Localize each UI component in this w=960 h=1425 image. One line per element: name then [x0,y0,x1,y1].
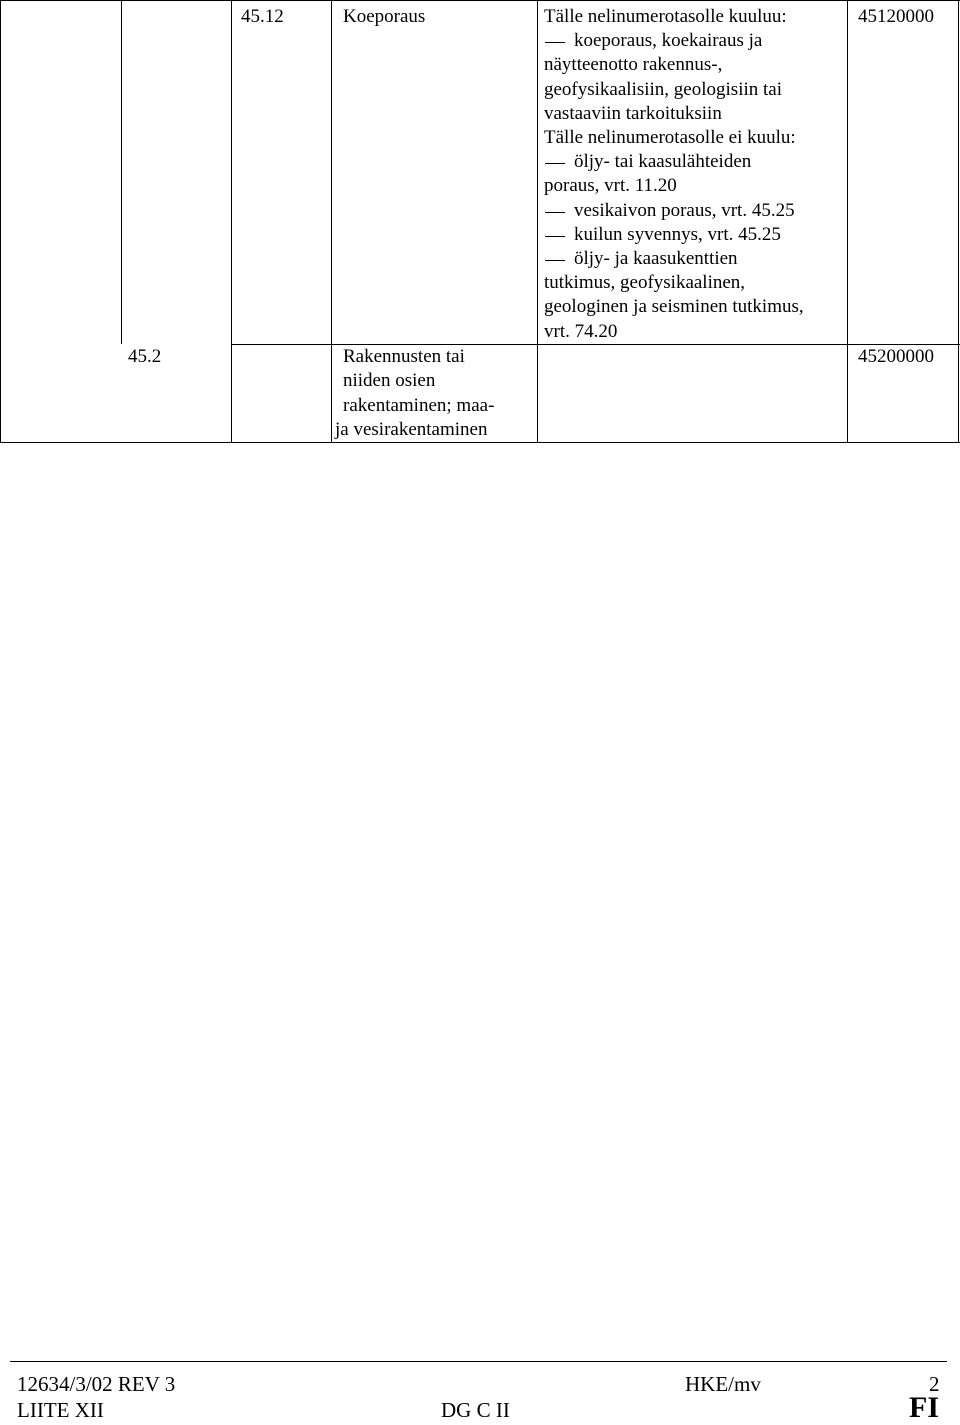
row-title: Koeporaus [343,6,426,27]
dash-bullet [545,163,565,164]
row-code: 45.12 [241,6,284,27]
column-divider [331,0,332,443]
row-divider [231,344,960,345]
description-line: poraus, vrt. 11.20 [544,175,677,197]
table-border-right [958,0,959,443]
description-line: öljy- ja kaasukenttien [574,248,738,269]
description-line: Tälle nelinumerotasolle ei kuulu: [544,127,796,148]
table-border-top [0,0,960,1]
document-reference: 12634/3/02 REV 3 [17,1372,176,1396]
description-line: kuilun syvennys, vrt. 45.25 [574,223,781,245]
column-divider [121,0,122,344]
row-title-line: rakentaminen; maa- [343,395,495,416]
description-line: öljy- tai kaasulähteiden [574,151,752,173]
author-initials: HKE/mv [685,1372,761,1396]
annex-label: LIITE XII [17,1398,104,1422]
dash-bullet [545,236,565,237]
column-divider [847,0,848,443]
description-line: vastaaviin tarkoituksiin [544,102,722,124]
column-divider [231,0,232,443]
cpv-code: 45120000 [858,6,934,27]
description-line: tutkimus, geofysikaalinen, [544,272,746,294]
cpv-code: 45200000 [858,346,934,367]
directorate-label: DG C II [441,1398,510,1422]
dash-bullet [545,212,565,213]
description-line: geofysikaalisiin, geologisiin tai [544,78,782,100]
dash-bullet [545,42,565,43]
footer-rule [10,1361,947,1362]
row-title-line: niiden osien [343,370,436,391]
column-divider [537,0,538,443]
row-title-line: Rakennusten tai [343,346,465,367]
dash-bullet [545,260,565,261]
description-line: vrt. 74.20 [544,320,618,342]
row-title-line: ja vesirakentaminen [335,419,488,440]
table-border-left [0,0,1,443]
description-line: Tälle nelinumerotasolle kuuluu: [544,6,787,27]
row-code: 45.2 [128,346,162,367]
language-code: FI [909,1391,939,1424]
description-line: vesikaivon poraus, vrt. 45.25 [574,199,795,221]
description-line: koeporaus, koekairaus ja [574,30,763,52]
description-line: näytteenotto rakennus-, [544,54,723,76]
page-number: 2 [929,1372,940,1396]
description-line: geologinen ja seisminen tutkimus, [544,296,804,318]
